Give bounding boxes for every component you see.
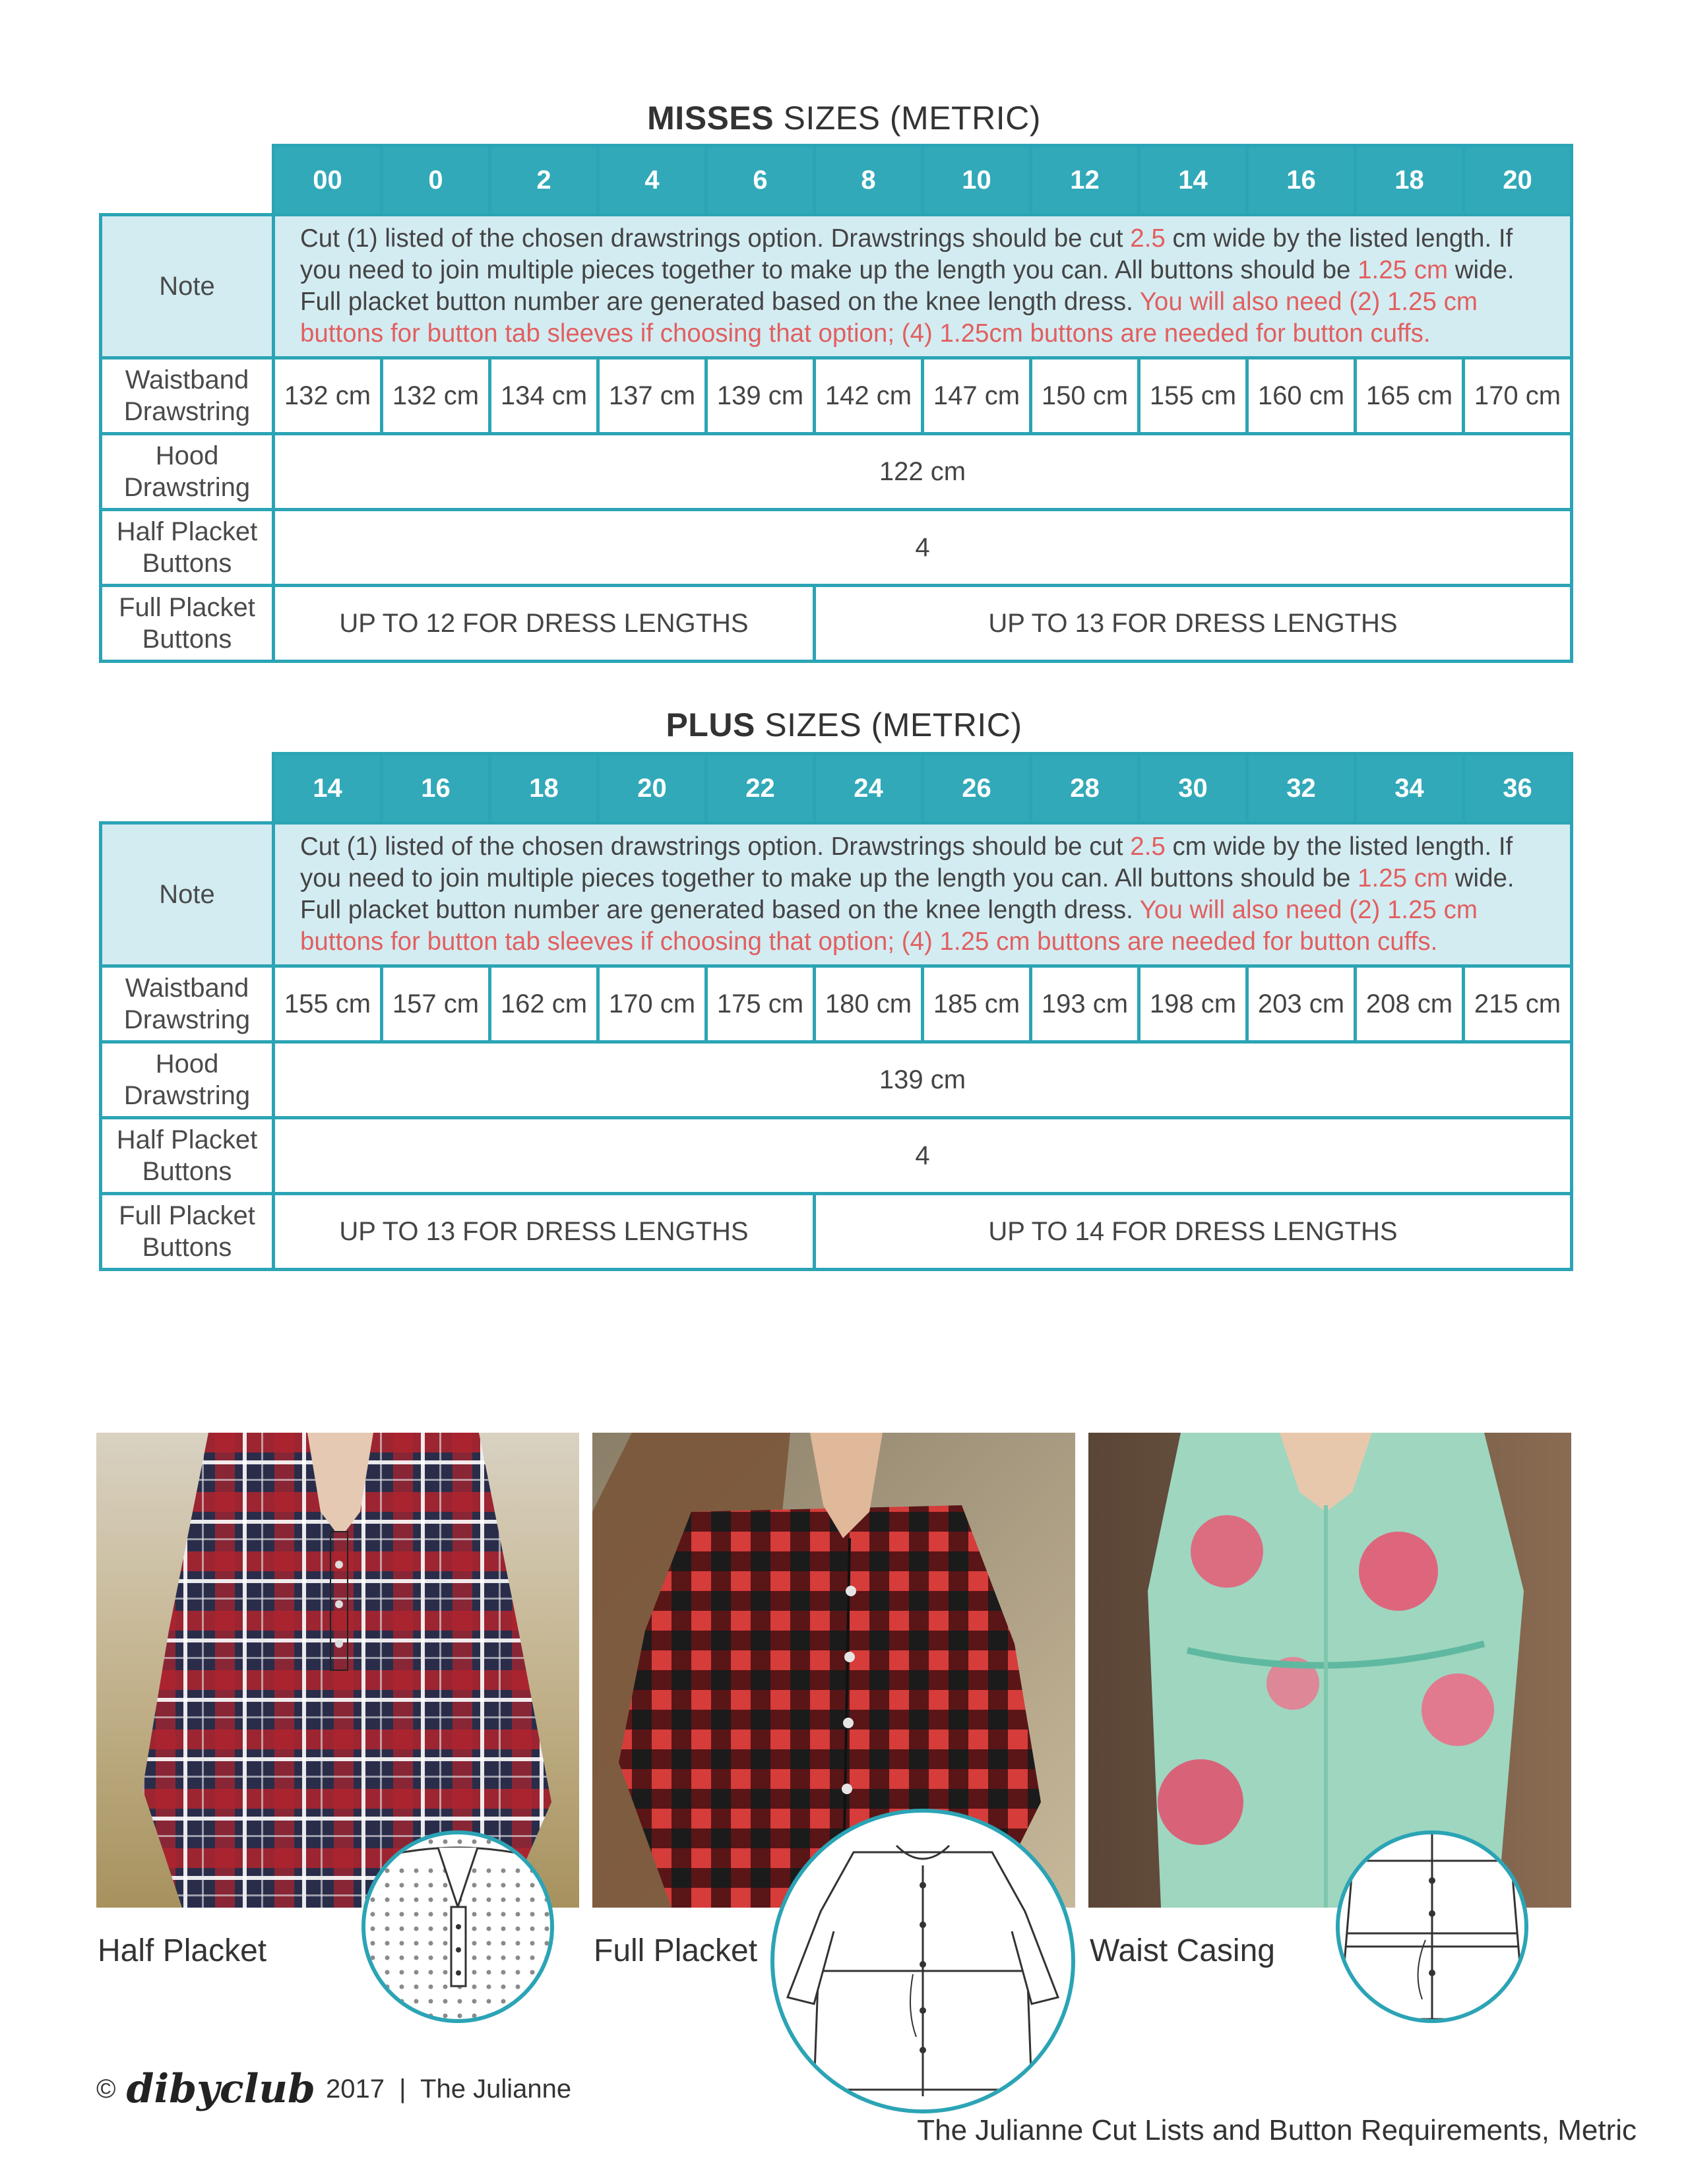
waist-casing-photo <box>1088 1433 1571 1908</box>
size-header: 16 <box>1247 146 1356 215</box>
plus-waistband-row <box>101 966 1572 1042</box>
misses-size-header-row <box>101 146 1572 215</box>
waistband-cell: 150 cm <box>1031 358 1139 434</box>
size-header: 2 <box>490 146 598 215</box>
caption-waist-casing: Waist Casing <box>1090 1933 1275 1968</box>
waistband-cell: 193 cm <box>1031 966 1139 1042</box>
size-header: 4 <box>598 146 706 215</box>
row-label-waistband: Waistband Drawstring <box>101 966 274 1042</box>
full-placket-cell-b: UP TO 14 FOR DRESS LENGTHS <box>815 1194 1572 1270</box>
size-header: 00 <box>274 146 382 215</box>
note-highlight: 1.25 cm <box>1358 256 1449 284</box>
waistband-cell: 170 cm <box>1464 358 1572 434</box>
size-header: 0 <box>382 146 490 215</box>
half-placket-cell: 4 <box>274 1118 1572 1194</box>
plus-hood-row <box>101 1042 1572 1118</box>
header-corner <box>101 146 274 215</box>
waistband-cell: 155 cm <box>274 966 382 1042</box>
note-text-part: Cut (1) listed of the chosen drawstrings option. Drawstrings should be cut <box>300 832 1131 861</box>
size-header: 8 <box>815 146 923 215</box>
row-label-full-placket: Full Placket Buttons <box>101 586 274 662</box>
waistband-cell: 165 cm <box>1356 358 1464 434</box>
waistband-cell: 170 cm <box>598 966 706 1042</box>
full-placket-cell-a: UP TO 12 FOR DRESS LENGTHS <box>274 586 815 662</box>
waistband-cell: 180 cm <box>815 966 923 1042</box>
waistband-cell: 155 cm <box>1139 358 1247 434</box>
size-header: 34 <box>1356 754 1464 823</box>
size-header: 12 <box>1031 146 1139 215</box>
row-label-half-placket: Half Placket Buttons <box>101 510 274 586</box>
hood-cell: 139 cm <box>274 1042 1572 1118</box>
note-text <box>274 823 1572 966</box>
hood-cell: 122 cm <box>274 434 1572 510</box>
size-header: 6 <box>706 146 815 215</box>
size-header: 14 <box>274 754 382 823</box>
size-header: 22 <box>706 754 815 823</box>
size-header: 36 <box>1464 754 1572 823</box>
waistband-cell: 215 cm <box>1464 966 1572 1042</box>
misses-title-bold: MISSES <box>647 100 774 137</box>
row-label-full-placket: Full Placket Buttons <box>101 1194 274 1270</box>
misses-half-placket-row <box>101 510 1572 586</box>
misses-full-placket-row <box>101 586 1572 662</box>
waistband-cell: 203 cm <box>1247 966 1356 1042</box>
note-highlight: You will also need (2) 1.25 cm buttons for button tab sleeves if choosing that option; (4) 1.25 cm buttons are needed for button cuffs. <box>300 896 1478 956</box>
caption-half-placket: Half Placket <box>98 1933 267 1968</box>
full-placket-cell-a: UP TO 13 FOR DRESS LENGTHS <box>274 1194 815 1270</box>
size-header: 26 <box>923 754 1031 823</box>
note-text-part: cm wide by the listed length. If you need to join multiple pieces together to make up the length you can. All buttons should be <box>300 832 1513 892</box>
note-text-part: wide. Full placket button number are generated based on the knee length dress. <box>300 256 1515 316</box>
copyright-symbol: © <box>96 2074 116 2104</box>
size-header: 16 <box>382 754 490 823</box>
waistband-cell: 132 cm <box>274 358 382 434</box>
full-placket-detail-circle <box>770 1809 1075 2113</box>
full-placket-cell-b: UP TO 13 FOR DRESS LENGTHS <box>815 586 1572 662</box>
waistband-cell: 162 cm <box>490 966 598 1042</box>
note-text-part: wide. Full placket button number are generated based on the knee length dress. <box>300 864 1515 924</box>
note-text-part: Cut (1) listed of the chosen drawstrings option. Drawstrings should be cut <box>300 224 1131 253</box>
waistband-cell: 198 cm <box>1139 966 1247 1042</box>
size-header: 14 <box>1139 146 1247 215</box>
size-header: 10 <box>923 146 1031 215</box>
row-label-hood: Hood Drawstring <box>101 434 274 510</box>
misses-hood-row <box>101 434 1572 510</box>
waistband-cell: 160 cm <box>1247 358 1356 434</box>
size-header: 18 <box>490 754 598 823</box>
waistband-cell: 157 cm <box>382 966 490 1042</box>
size-header: 24 <box>815 754 923 823</box>
plus-half-placket-row <box>101 1118 1572 1194</box>
caption-full-placket: Full Placket <box>594 1933 758 1968</box>
size-header: 20 <box>1464 146 1572 215</box>
size-header: 32 <box>1247 754 1356 823</box>
plus-size-header-row <box>101 754 1572 823</box>
row-label-note: Note <box>101 215 274 358</box>
plus-note-row <box>101 823 1572 966</box>
waistband-cell: 208 cm <box>1356 966 1464 1042</box>
half-placket-photo <box>96 1433 579 1908</box>
plus-title <box>0 706 1688 744</box>
waistband-cell: 147 cm <box>923 358 1031 434</box>
row-label-half-placket: Half Placket Buttons <box>101 1118 274 1194</box>
size-header: 30 <box>1139 754 1247 823</box>
size-header: 20 <box>598 754 706 823</box>
misses-title <box>0 99 1688 137</box>
row-label-hood: Hood Drawstring <box>101 1042 274 1118</box>
note-highlight: You will also need (2) 1.25 cm buttons for button tab sleeves if choosing that option; (4) 1.25cm buttons are needed for button cuffs. <box>300 288 1478 348</box>
waistband-cell: 137 cm <box>598 358 706 434</box>
row-label-note: Note <box>101 823 274 966</box>
half-placket-detail-circle <box>361 1830 554 2023</box>
waistband-cell: 139 cm <box>706 358 815 434</box>
waistband-cell: 185 cm <box>923 966 1031 1042</box>
waistband-cell: 132 cm <box>382 358 490 434</box>
misses-title-rest: SIZES (METRIC) <box>783 100 1041 137</box>
footer-document-title: The Julianne Cut Lists and Button Requirements, Metric <box>917 2114 1637 2146</box>
footer-year-title: 2017 | The Julianne <box>325 2074 572 2104</box>
misses-waistband-row <box>101 358 1572 434</box>
plus-table <box>99 752 1573 1271</box>
waistband-cell: 142 cm <box>815 358 923 434</box>
waistband-cell: 134 cm <box>490 358 598 434</box>
waist-casing-detail-circle <box>1336 1830 1528 2023</box>
note-text-part: cm wide by the listed length. If you need to join multiple pieces together to make up the length you can. All buttons should be <box>300 224 1513 284</box>
footer-copyright <box>96 2066 571 2112</box>
plus-full-placket-row <box>101 1194 1572 1270</box>
note-highlight: 2.5 <box>1130 224 1166 253</box>
plus-title-bold: PLUS <box>666 706 755 743</box>
misses-table <box>99 144 1573 663</box>
dibyclub-logo: dibyclub <box>126 2066 315 2112</box>
row-label-waistband: Waistband Drawstring <box>101 358 274 434</box>
note-highlight: 2.5 <box>1130 832 1166 861</box>
misses-note-row <box>101 215 1572 358</box>
half-placket-cell: 4 <box>274 510 1572 586</box>
size-header: 18 <box>1356 146 1464 215</box>
header-corner <box>101 754 274 823</box>
note-highlight: 1.25 cm <box>1358 864 1449 892</box>
note-text <box>274 215 1572 358</box>
waistband-cell: 175 cm <box>706 966 815 1042</box>
size-header: 28 <box>1031 754 1139 823</box>
plus-title-rest: SIZES (METRIC) <box>765 706 1022 743</box>
